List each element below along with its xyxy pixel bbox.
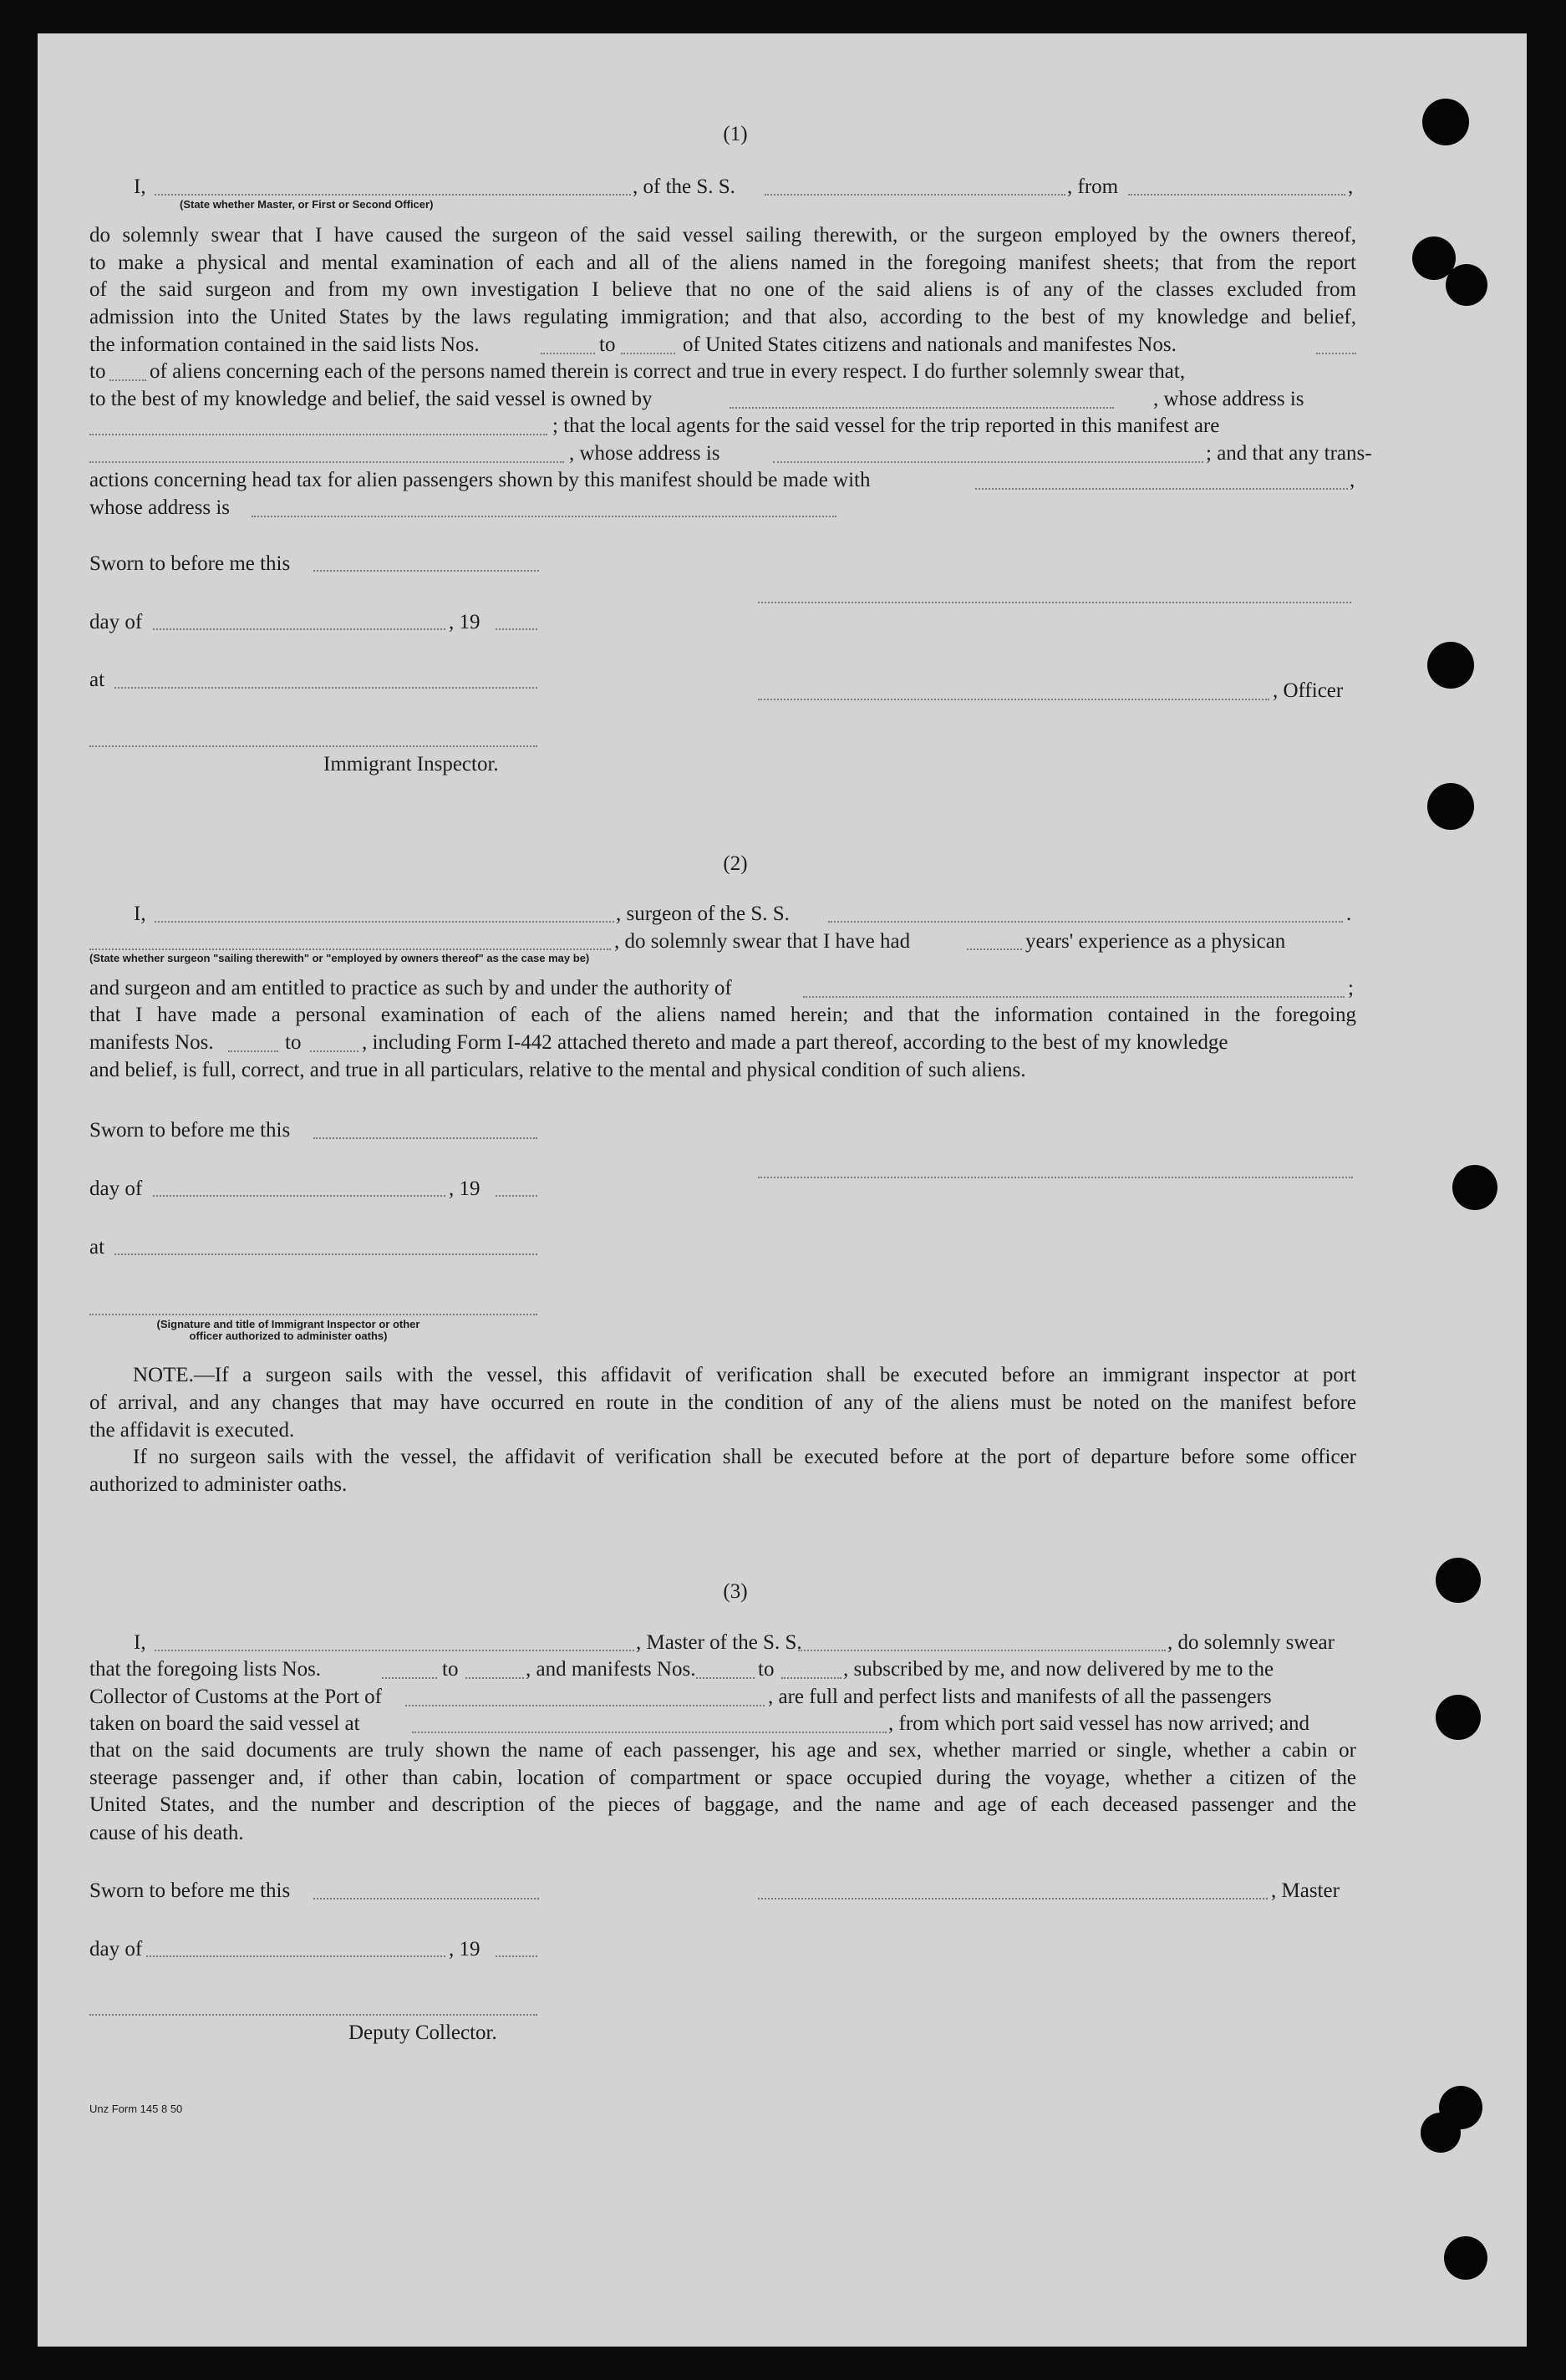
paragraph-line: If no surgeon sails with the vessel, the affidavit of verification shall be executed before at the port of departure before some officer [133, 1446, 1356, 1468]
paragraph-line: NOTE.—If a surgeon sails with the vessel, this affidavit of verification shall be executed before an immigrant inspector at port [133, 1364, 1356, 1386]
paragraph-line: cause of his death. [89, 1822, 244, 1844]
lists-to-blank[interactable] [621, 353, 675, 354]
at-place-blank[interactable] [114, 687, 537, 689]
officer-name-blank[interactable] [155, 194, 631, 196]
oath-line: to [599, 333, 616, 356]
year-blank[interactable] [496, 1195, 537, 1197]
oath-line: , surgeon of the S. S. [616, 903, 790, 925]
paragraph-line: do solemnly swear that I have caused the surgeon of the said vessel sailing therewith, or the surgeon employed by the owners thereof, [89, 224, 1356, 247]
at-label: at [89, 669, 105, 691]
oath-line: and belief, is full, correct, and true in all particulars, relative to the mental and physical condition of such aliens. [89, 1059, 1026, 1081]
boarding-port-blank[interactable] [412, 1732, 887, 1733]
binder-hole [1452, 1165, 1497, 1210]
oath-line: to the best of my knowledge and belief, the said vessel is owned by [89, 388, 653, 410]
note-paragraph [89, 1362, 1356, 1416]
oath-line: , subscribed by me, and now delivered by me to the [843, 1658, 1274, 1681]
manifests-from-blank[interactable] [696, 1677, 755, 1679]
paragraph-line: to make a physical and mental examination of each and all of the aliens named in the foregoing manifest sheets; that from the report [89, 251, 1356, 274]
oath-line: , Master of the S. S. [636, 1631, 802, 1654]
oath-line: ; that the local agents for the said vessel for the trip reported in this manifest are [552, 414, 1220, 437]
manifests-to-blank[interactable] [109, 379, 146, 381]
note-line: the affidavit is executed. [89, 1419, 295, 1442]
oath-line: actions concerning head tax for alien passengers shown by this manifest should be made with [89, 469, 871, 491]
oath-line: of aliens concerning each of the persons named therein is correct and true in every respect. I do further solemnly swear that, [150, 360, 1186, 383]
inspector-label: Immigrant Inspector. [323, 753, 499, 776]
oath-line: , including Form I-442 attached thereto and made a part thereof, according to the best of my knowledge [362, 1031, 1228, 1054]
field-caption: (State whether surgeon "sailing therewith" or "employed by owners thereof" as the case may be) [89, 952, 590, 964]
owner-address-blank[interactable] [89, 434, 547, 435]
oath-line: , whose address is [569, 442, 720, 465]
year-blank[interactable] [496, 628, 537, 630]
sworn-date-blank[interactable] [313, 1898, 539, 1899]
oath-line: , of the S. S. [633, 175, 735, 198]
note-paragraph [89, 1444, 1356, 1472]
manifests-to-blank[interactable] [310, 1050, 358, 1052]
officer-title-blank[interactable] [758, 699, 1269, 700]
year-label: , 19 [449, 1177, 480, 1200]
section-number: (3) [723, 1580, 748, 1603]
paragraph-line: that I have made a personal examination of each of the aliens named herein; and that the information contained in the foregoing [89, 1004, 1356, 1026]
manifests-to-blank[interactable] [781, 1677, 841, 1679]
year-label: , 19 [449, 611, 480, 633]
oath-line: to [758, 1658, 775, 1681]
oath-line: whose address is [89, 496, 231, 519]
vessel-name-blank[interactable] [765, 194, 1065, 196]
head-tax-blank[interactable] [975, 488, 1348, 490]
note-line: authorized to administer oaths. [89, 1473, 348, 1496]
surgeon-status-blank[interactable] [89, 948, 611, 950]
section-number: (1) [723, 123, 748, 145]
day-of-blank[interactable] [153, 1195, 445, 1197]
officer-signature-line[interactable] [758, 602, 1351, 603]
inspector-signature-line[interactable] [89, 745, 537, 747]
oath-line: , [1350, 469, 1355, 491]
paragraph-line: of arrival, and any changes that may have occurred en route in the condition of any of the aliens must be noted on the manifest before [89, 1391, 1356, 1414]
oath-line: , do solemnly swear [1167, 1631, 1335, 1654]
year-label: , 19 [449, 1938, 480, 1960]
signature-line[interactable] [89, 1314, 537, 1315]
sworn-label: Sworn to before me this [89, 552, 291, 575]
agents-blank[interactable] [89, 461, 564, 463]
day-of-label: day of [89, 611, 143, 633]
oath-line: of United States citizens and nationals and manifestes Nos. [683, 333, 1177, 356]
lists-to-blank[interactable] [465, 1677, 524, 1679]
oath-paragraph [89, 222, 1356, 331]
master-vessel-blank[interactable] [798, 1650, 1166, 1651]
port-blank[interactable] [405, 1705, 765, 1706]
paragraph-line: United States, and the number and description of the pieces of baggage, and the name and age of each deceased passenger and the [89, 1793, 1356, 1817]
day-of-blank[interactable] [153, 628, 445, 630]
oath-line: I, [134, 175, 146, 198]
master-label: , Master [1271, 1879, 1340, 1902]
oath-line: , whose address is [1153, 388, 1304, 410]
surgeon-paragraph [89, 1002, 1356, 1030]
port-from-blank[interactable] [1128, 194, 1345, 196]
master-name-blank[interactable] [155, 1650, 634, 1651]
oath-line: , do solemnly swear that I have had [614, 930, 911, 953]
day-of-label: day of [89, 1938, 143, 1960]
oath-line: that the foregoing lists Nos. [89, 1658, 322, 1681]
field-caption: (State whether Master, or First or Second Officer) [180, 198, 434, 211]
section-number: (2) [723, 852, 748, 875]
binder-hole [1436, 1558, 1481, 1603]
deputy-collector-label: Deputy Collector. [348, 2021, 497, 2044]
surgeon-vessel-blank[interactable] [828, 921, 1343, 923]
signature-caption: (Signature and title of Immigrant Inspector or other [156, 1318, 420, 1330]
oath-line: taken on board the said vessel at [89, 1712, 360, 1735]
at-label: at [89, 1236, 105, 1259]
oath-line: Collector of Customs at the Port of [89, 1686, 382, 1708]
oath-line: , and manifests Nos. [526, 1658, 696, 1681]
collector-signature-line[interactable] [89, 2014, 537, 2016]
oath-line: , from [1067, 175, 1119, 198]
officer-label: , Officer [1273, 679, 1344, 702]
oath-line: to [89, 360, 106, 383]
lists-from-blank[interactable] [541, 353, 595, 354]
surgeon-name-blank[interactable] [155, 921, 614, 923]
oath-line: years' experience as a physican [1025, 930, 1286, 953]
oath-line: manifests Nos. [89, 1031, 214, 1054]
oath-line: I, [134, 903, 146, 925]
oath-line: to [442, 1658, 459, 1681]
agents-address-blank[interactable] [773, 461, 1203, 463]
head-tax-address-blank[interactable] [252, 516, 836, 517]
surgeon-signature-line[interactable] [758, 1177, 1353, 1178]
year-blank[interactable] [496, 1955, 537, 1957]
form-page [38, 33, 1527, 2347]
oath-line: to [285, 1031, 302, 1054]
oath-line: , from which port said vessel has now arrived; and [888, 1712, 1310, 1735]
sworn-date-blank[interactable] [313, 570, 539, 572]
oath-line: , [1348, 175, 1354, 198]
manifests-from-blank[interactable] [228, 1050, 278, 1052]
master-paragraph [89, 1737, 1356, 1819]
oath-line: the information contained in the said lists Nos. [89, 333, 480, 356]
oath-line: ; [1348, 977, 1354, 999]
oath-line: , are full and perfect lists and manifests of all the passengers [768, 1686, 1272, 1708]
oath-line: and surgeon and am entitled to practice as such by and under the authority of [89, 977, 732, 999]
lists-from-blank[interactable] [382, 1677, 437, 1679]
binder-hole [1446, 264, 1487, 306]
oath-line: ; and that any trans- [1206, 442, 1372, 465]
paragraph-line: admission into the United States by the laws regulating immigration; and that also, according to the best of my knowledge and belief, [89, 305, 1356, 328]
binder-hole [1427, 783, 1474, 830]
at-place-blank[interactable] [114, 1254, 537, 1255]
signature-caption: officer authorized to administer oaths) [189, 1330, 388, 1342]
form-number: Unz Form 145 8 50 [89, 2103, 183, 2115]
sworn-label: Sworn to before me this [89, 1879, 291, 1902]
binder-hole [1444, 2236, 1487, 2280]
sworn-date-blank[interactable] [313, 1137, 537, 1139]
binder-hole [1421, 2113, 1461, 2153]
sworn-label: Sworn to before me this [89, 1119, 291, 1142]
authority-blank[interactable] [803, 996, 1345, 998]
paragraph-line: that on the said documents are truly shown the name of each passenger, his age and sex, whether married or single, whether a cabin or [89, 1739, 1356, 1762]
manifests-from-blank[interactable] [1316, 353, 1356, 354]
day-of-label: day of [89, 1177, 143, 1200]
paragraph-line: of the said surgeon and from my own investigation I believe that no one of the said aliens is of any of the classes excluded from [89, 278, 1356, 302]
master-signature-line[interactable] [758, 1898, 1268, 1899]
binder-hole [1427, 642, 1474, 689]
years-experience-blank[interactable] [967, 948, 1022, 950]
paragraph-line: steerage passenger and, if other than cabin, location of compartment or space occupied during the voyage, whether a citizen of the [89, 1766, 1356, 1789]
day-of-blank[interactable] [146, 1955, 445, 1957]
binder-hole [1422, 99, 1469, 145]
owner-blank[interactable] [730, 407, 1114, 409]
oath-line: . [1346, 903, 1352, 925]
oath-line: I, [134, 1631, 146, 1654]
binder-hole [1436, 1695, 1481, 1740]
